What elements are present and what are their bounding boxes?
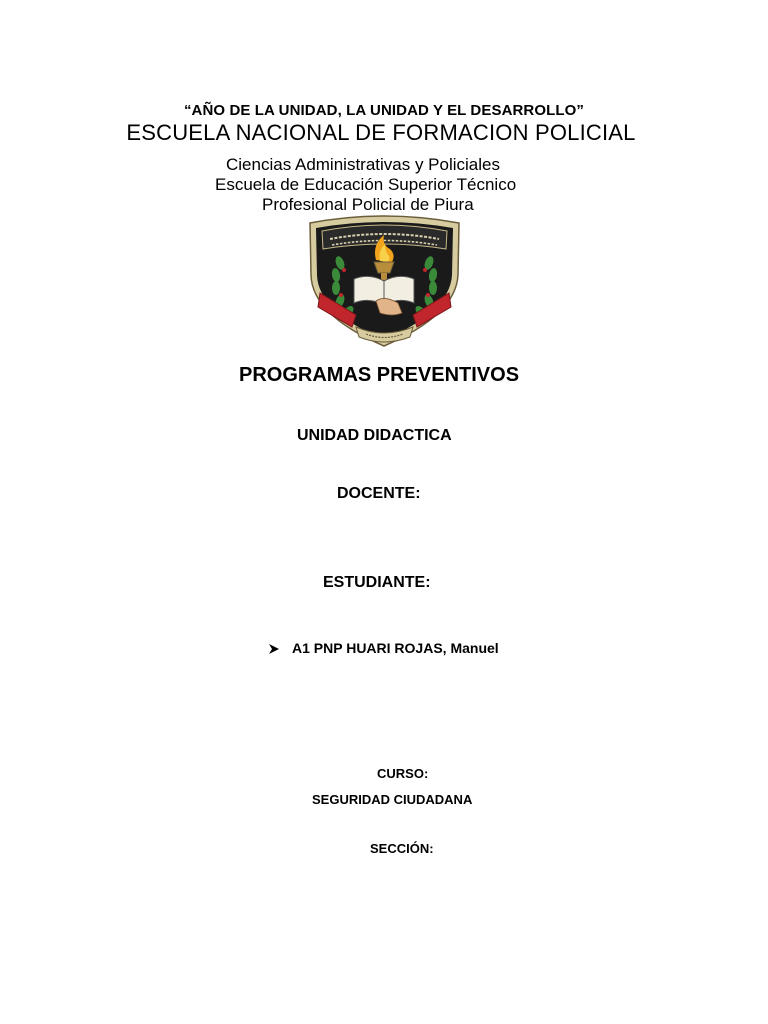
document-title: PROGRAMAS PREVENTIVOS <box>239 364 520 386</box>
student-label: ESTUDIANTE: <box>323 574 431 591</box>
course-name: SEGURIDAD CIUDADANA <box>312 792 473 807</box>
school-name: ESCUELA NACIONAL DE FORMACION POLICIAL <box>126 120 636 145</box>
course-label: CURSO: <box>377 766 429 781</box>
unit-label: UNIDAD DIDACTICA <box>297 427 452 444</box>
student-name: A1 PNP HUARI ROJAS, Manuel <box>292 640 499 656</box>
arrow-bullet-icon <box>268 642 280 654</box>
list-item <box>268 641 499 655</box>
faculty-name: Ciencias Administrativas y Policiales <box>226 155 500 174</box>
police-school-emblem-icon <box>306 215 463 348</box>
section-label: SECCIÓN: <box>370 841 434 856</box>
institute-name-line-2: Profesional Policial de Piura <box>262 195 474 214</box>
year-motto: “AÑO DE LA UNIDAD, LA UNIDAD Y EL DESARROLLO” <box>183 102 585 119</box>
teacher-label: DOCENTE: <box>337 485 421 502</box>
institute-name-line-1: Escuela de Educación Superior Técnico <box>215 175 517 194</box>
